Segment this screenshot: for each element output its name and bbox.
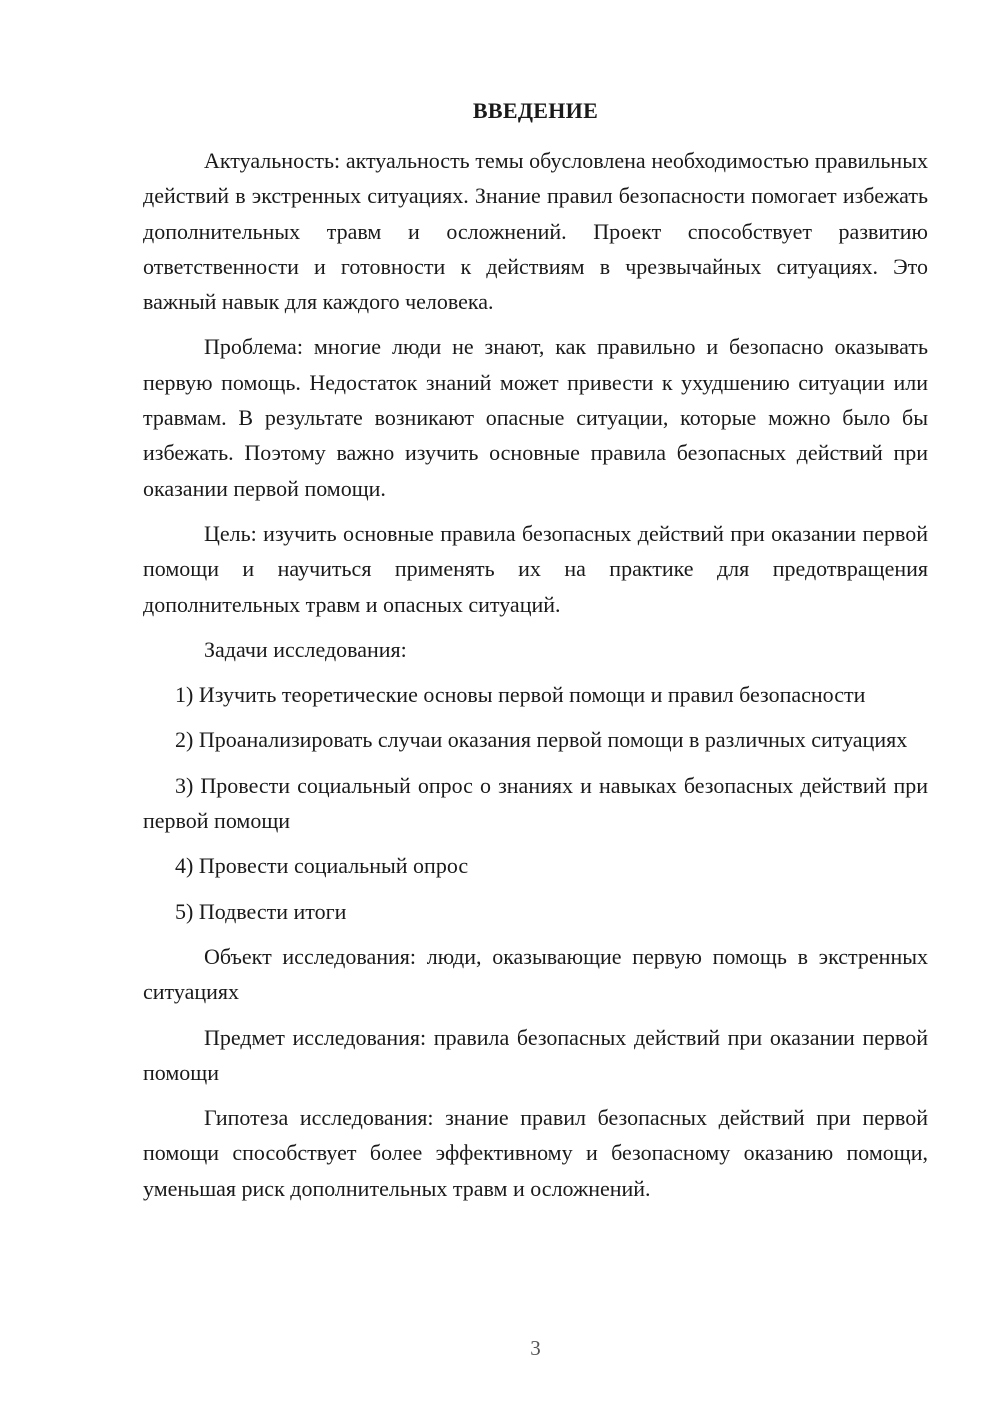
object-paragraph: Объект исследования: люди, оказывающие первую помощь в экстренных ситуациях [143, 943, 928, 1005]
page-title: ВВЕДЕНИЕ [472, 98, 599, 123]
task-item: 1) Изучить теоретические основы первой помощи и правил безопасности [175, 682, 866, 708]
task-item: 2) Проанализировать случаи оказания первой помощи в различных ситуациях [175, 727, 908, 753]
hypothesis-paragraph: Гипотеза исследования: знание правил безопасных действий при первой помощи способствует более эффективному и безопасному оказанию помощи, уменьшая риск дополнительных травм и осложнений. [143, 1105, 928, 1201]
goal-paragraph: Цель: изучить основные правила безопасных действий при оказании первой помощи и научиться применять их на практике для предотвращения дополнительных травм и опасных ситуаций. [143, 520, 928, 617]
task-item: 5) Подвести итоги [175, 898, 347, 924]
page-number: 3 [530, 1336, 541, 1360]
document-body [143, 143, 928, 1206]
problem-paragraph: Проблема: многие люди не знают, как правильно и безопасно оказывать первую помощь. Недостаток знаний может привести к ухудшению ситуации или травмам. В результате возникают опасные ситуации, которые можно было бы избежать. Поэтому важно изучить основные правила безопасных действий при оказании первой помощи. [143, 334, 928, 501]
task-item: 4) Провести социальный опрос [175, 853, 469, 879]
task-item: 3) Провести социальный опрос о знаниях и навыках безопасных действий при первой помощи [143, 772, 928, 834]
relevance-paragraph: Актуальность: актуальность темы обусловлена необходимостью правильных действий в экстренных ситуациях. Знание правил безопасности помогает избежать дополнительных травм и осложнений. Проект способствует развитию ответственности и готовности к действиям в чрезвычайных ситуациях. Это важный навык для каждого человека. [143, 148, 928, 315]
document-page [143, 0, 928, 1414]
tasks-heading: Задачи исследования: [204, 636, 407, 662]
subject-paragraph: Предмет исследования: правила безопасных действий при оказании первой помощи [143, 1024, 928, 1085]
